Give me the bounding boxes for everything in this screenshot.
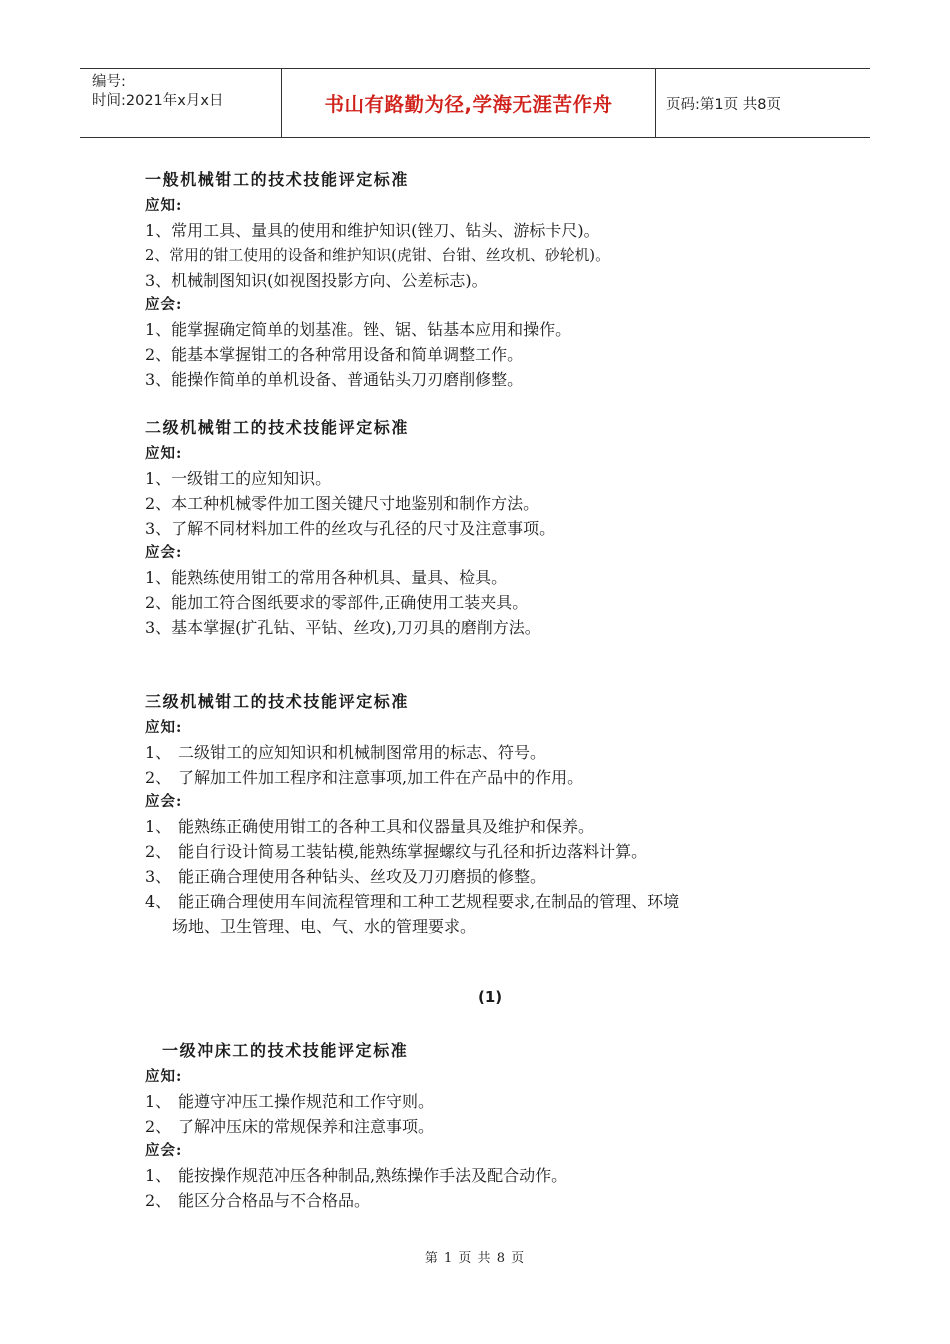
item-number: 1、	[145, 743, 172, 762]
item-text-continued: 场地、卫生管理、电、气、水的管理要求。	[172, 917, 477, 936]
list-item: 1、能掌握确定简单的划基准。锉、锯、钻基本应用和操作。	[145, 320, 572, 339]
item-text: 能自行设计简易工装钻模,能熟练掌握螺纹与孔径和折边落料计算。	[178, 842, 648, 861]
header-meta	[80, 69, 282, 137]
item-text: 能正确合理使用车间流程管理和工种工艺规程要求,在制品的管理、环境	[178, 892, 680, 911]
item-text: 能遵守冲压工操作规范和工作守则。	[178, 1092, 435, 1111]
list-item: 3、了解不同材料加工件的丝攻与孔径的尺寸及注意事项。	[145, 519, 556, 538]
code-label: 编号:	[92, 74, 126, 90]
section-fitter-level-2	[145, 416, 825, 640]
list-item: 1、一级钳工的应知知识。	[145, 469, 332, 488]
date-label: 时间:2021年x月x日	[92, 93, 224, 109]
header-page-info: 页码:第1页 共8页	[666, 96, 781, 113]
list-item	[145, 814, 825, 839]
item-text: 二级钳工的应知知识和机械制图常用的标志、符号。	[178, 743, 547, 762]
item-text: 能正确合理使用各种钻头、丝攻及刀刃磨损的修整。	[178, 867, 547, 886]
list-item: 3、能操作简单的单机设备、普通钻头刀刃磨削修整。	[145, 370, 524, 389]
can-label: 应会:	[145, 793, 183, 810]
list-item	[145, 740, 825, 765]
item-number: 1、	[145, 1092, 172, 1111]
section-title: 三级机械钳工的技术技能评定标准	[145, 692, 410, 711]
list-item	[145, 889, 825, 939]
page-footer: 第 1 页 共 8 页	[424, 1251, 526, 1266]
list-item: 2、能基本掌握钳工的各种常用设备和简单调整工作。	[145, 345, 524, 364]
item-number: 2、	[145, 1117, 172, 1136]
list-item	[145, 864, 825, 889]
list-item	[145, 839, 825, 864]
item-number: 2、	[145, 842, 172, 861]
section-fitter-level-3	[145, 690, 825, 939]
list-item: 1、常用工具、量具的使用和维护知识(锉刀、钻头、游标卡尺)。	[145, 221, 600, 240]
header-motto: 书山有路勤为径,学海无涯苦作舟	[282, 69, 656, 137]
section-fitter-level-general	[145, 168, 825, 392]
item-text: 了解加工件加工程序和注意事项,加工件在产品中的作用。	[178, 768, 584, 787]
know-label: 应知:	[145, 197, 183, 214]
section-marker: (1)	[478, 988, 503, 1006]
item-number: 4、	[145, 892, 172, 911]
item-text: 了解冲压床的常规保养和注意事项。	[178, 1117, 435, 1136]
item-number: 2、	[145, 1191, 172, 1210]
list-item: 2、能加工符合图纸要求的零部件,正确使用工装夹具。	[145, 593, 529, 612]
can-label: 应会:	[145, 296, 183, 313]
can-label: 应会:	[145, 544, 183, 561]
list-item	[145, 1089, 825, 1114]
item-number: 1、	[145, 1166, 172, 1185]
list-item: 2、本工种机械零件加工图关键尺寸地鉴别和制作方法。	[145, 494, 540, 513]
can-label: 应会:	[145, 1142, 183, 1159]
know-label: 应知:	[145, 719, 183, 736]
item-number: 2、	[145, 768, 172, 787]
list-item: 2、常用的钳工使用的设备和维护知识(虎钳、台钳、丝攻机、砂轮机)。	[145, 247, 610, 264]
know-label: 应知:	[145, 1068, 183, 1085]
list-item	[145, 1114, 825, 1139]
item-number: 3、	[145, 867, 172, 886]
list-item	[145, 765, 825, 790]
item-text: 能区分合格品与不合格品。	[178, 1191, 371, 1210]
know-label: 应知:	[145, 445, 183, 462]
list-item	[145, 1163, 825, 1188]
item-text: 能按操作规范冲压各种制品,熟练操作手法及配合动作。	[178, 1166, 568, 1185]
section-title: 一般机械钳工的技术技能评定标准	[145, 170, 410, 189]
list-item	[145, 1188, 825, 1213]
section-title: 一级冲床工的技术技能评定标准	[162, 1041, 409, 1060]
list-item: 3、基本掌握(扩孔钻、平钻、丝攻),刀刃具的磨削方法。	[145, 618, 541, 637]
section-title: 二级机械钳工的技术技能评定标准	[145, 418, 410, 437]
item-text: 能熟练正确使用钳工的各种工具和仪器量具及维护和保养。	[178, 817, 595, 836]
page-header	[80, 68, 870, 138]
list-item: 1、能熟练使用钳工的常用各种机具、量具、检具。	[145, 568, 508, 587]
item-number: 1、	[145, 817, 172, 836]
list-item: 3、机械制图知识(如视图投影方向、公差标志)。	[145, 271, 488, 290]
section-punch-level-1	[145, 1039, 825, 1213]
